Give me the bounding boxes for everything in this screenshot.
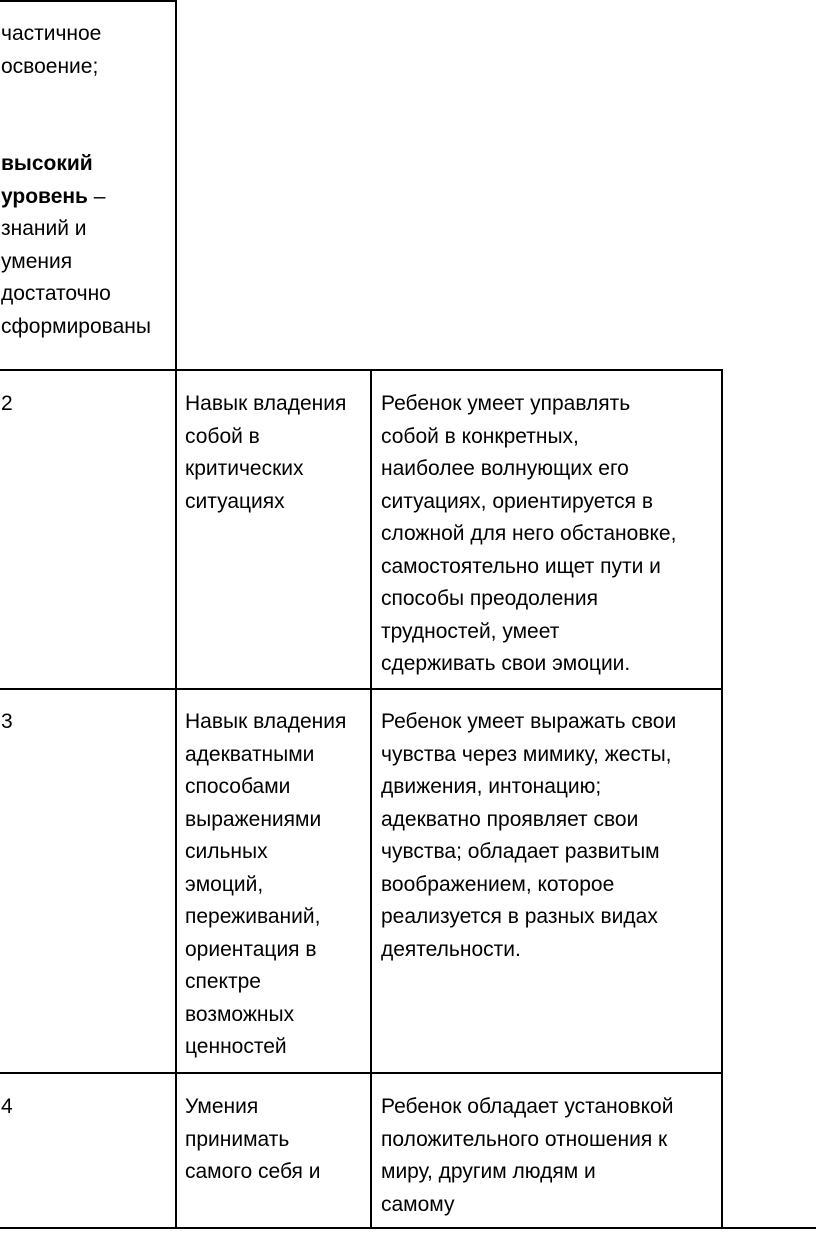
high-level-text: сформированы — [1, 314, 151, 338]
skill-text: Навык владения — [185, 392, 347, 415]
skill-text: ценностей — [185, 1035, 287, 1058]
description-text: ситуациях, ориентируется в — [381, 489, 653, 513]
table-bottom-rule — [0, 1227, 816, 1229]
skill-text: принимать — [185, 1127, 290, 1151]
spacer — [1, 116, 173, 149]
row-number: 3 — [1, 710, 13, 733]
high-level-heading-line — [1, 181, 173, 214]
skill-text: критических — [185, 457, 304, 480]
spacer — [1, 83, 173, 116]
description-text: Ребенок обладает установкой — [381, 1095, 674, 1118]
description-text: Ребенок умеет выражать свои — [381, 710, 677, 733]
skill-text: Умения — [185, 1095, 259, 1118]
high-level-heading: высокий — [1, 152, 93, 175]
partial-level-text: частичное — [1, 22, 102, 45]
description-text: воображением, которое — [381, 872, 615, 896]
description-text: миру, другим людям и — [381, 1160, 596, 1183]
description-text: трудностей, умеет — [381, 619, 560, 643]
skill-cell — [185, 1091, 367, 1189]
high-level-text: знаний и — [1, 217, 87, 240]
table-top-rule — [0, 0, 176, 2]
row-rule-2 — [0, 369, 723, 371]
skill-text: Навык владения — [185, 710, 347, 733]
column-divider-1 — [175, 0, 177, 1229]
dash: – — [87, 184, 106, 208]
description-text: деятельности. — [381, 937, 521, 961]
skill-text: самого себя и — [185, 1160, 321, 1183]
row-number: 2 — [1, 392, 13, 415]
description-text: движения, интонацию; — [381, 775, 602, 798]
high-level-heading: уровень — [1, 184, 88, 208]
description-cell — [381, 706, 717, 966]
skill-text: спектре — [185, 970, 261, 993]
skill-cell — [185, 388, 367, 518]
description-text: собой в конкретных, — [381, 424, 579, 448]
skill-text: выражениями — [185, 807, 322, 831]
description-text: самостоятельно ищет пути и — [381, 554, 661, 578]
description-text: сдерживать свои эмоции. — [381, 652, 631, 675]
column-divider-2 — [370, 369, 372, 1229]
skill-text: сильных — [185, 840, 268, 863]
row-rule-4 — [0, 1072, 723, 1074]
description-cell — [381, 1091, 717, 1221]
description-text: положительного отношения к — [381, 1127, 668, 1151]
description-text: реализуется в разных видах — [381, 905, 658, 928]
description-text: Ребенок умеет управлять — [381, 392, 631, 415]
skill-cell — [185, 706, 367, 1064]
partial-level-text: освоение; — [1, 54, 99, 78]
description-cell — [381, 388, 717, 681]
row-rule-3 — [0, 688, 723, 690]
description-text: способы преодоления — [381, 587, 598, 610]
level-description-cell — [1, 18, 173, 343]
row-number: 4 — [1, 1095, 13, 1118]
description-text: сложной для него обстановке, — [381, 522, 677, 545]
description-text: самому — [381, 1192, 455, 1216]
skill-text: способами — [185, 775, 291, 798]
description-text: чувства; обладает развитым — [381, 840, 660, 863]
high-level-text: достаточно — [1, 282, 111, 305]
description-text: чувства через мимику, жесты, — [381, 742, 672, 766]
skill-text: ориентация в — [185, 937, 317, 961]
description-text: адекватно проявляет свои — [381, 807, 639, 831]
skill-text: собой в — [185, 424, 260, 448]
skill-text: переживаний, — [185, 905, 321, 928]
description-text: наиболее волнующих его — [381, 457, 629, 480]
skill-text: возможных — [185, 1002, 295, 1026]
table-right-border — [721, 369, 723, 1229]
skill-text: эмоций, — [185, 872, 264, 896]
skill-text: адекватными — [185, 742, 315, 766]
skill-text: ситуациях — [185, 489, 285, 513]
high-level-text: умения — [1, 249, 73, 273]
